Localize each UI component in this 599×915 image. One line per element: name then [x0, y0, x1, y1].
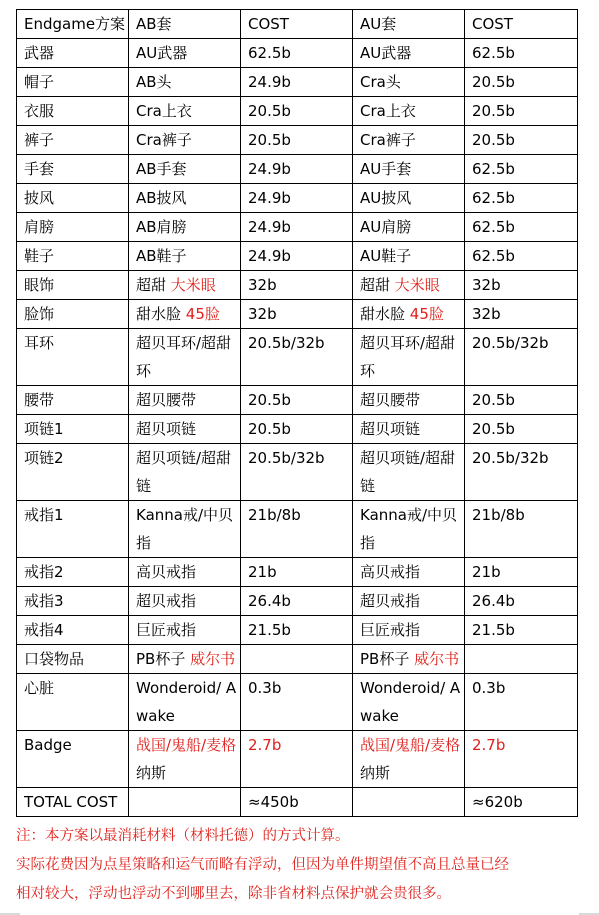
- ab-item-cell: [129, 184, 241, 213]
- au-cost-cell: [465, 616, 578, 645]
- cell-text: wake: [360, 707, 399, 725]
- cell-text: 62.5b: [248, 44, 291, 62]
- au-item-cell: [353, 68, 465, 97]
- cell-text: 超甜: [136, 276, 171, 294]
- au-cost-cell: [465, 97, 578, 126]
- cell-text: 武器: [24, 44, 55, 62]
- ab-item-cell: [129, 329, 241, 386]
- ab-item-cell: [129, 386, 241, 415]
- cell-text: 45脸: [185, 305, 220, 323]
- cell-text: 手套: [24, 160, 55, 178]
- au-cost-cell: [465, 300, 578, 329]
- cell-text: 21b: [472, 563, 501, 581]
- ab-cost-cell: [241, 731, 353, 788]
- cell-text: 衣服: [24, 102, 55, 120]
- cell-text: 戒指1: [24, 506, 64, 524]
- ab-cost-cell: [241, 97, 353, 126]
- ab-cost-cell: [241, 645, 353, 674]
- ab-cost-cell: [241, 788, 353, 817]
- slot-cell: [17, 587, 129, 616]
- ab-cost-cell: [241, 558, 353, 587]
- cell-text: 45脸: [409, 305, 444, 323]
- cell-text: 24.9b: [248, 189, 291, 207]
- au-item-cell: [353, 444, 465, 501]
- au-item-cell: [353, 645, 465, 674]
- cell-text: 20.5b/32b: [472, 334, 549, 352]
- cell-text: PB杯子: [360, 650, 415, 668]
- cell-text: 20.5b: [472, 102, 515, 120]
- ab-cost-cell: [241, 184, 353, 213]
- cell-text: 20.5b: [248, 131, 291, 149]
- table-row: [17, 184, 578, 213]
- au-item-cell: [353, 271, 465, 300]
- slot-cell: [17, 184, 129, 213]
- ab-cost-cell: [241, 242, 353, 271]
- cell-text: 24.9b: [248, 247, 291, 265]
- cell-text: 62.5b: [472, 247, 515, 265]
- ab-item-cell: [129, 39, 241, 68]
- cell-text: 甜水脸: [136, 305, 186, 323]
- slot-cell: [17, 674, 129, 731]
- endgame-cost-table: [16, 9, 578, 817]
- table-row: [17, 558, 578, 587]
- ab-cost-cell: [241, 329, 353, 386]
- cell-text: 32b: [472, 276, 501, 294]
- au-cost-cell: [465, 444, 578, 501]
- cell-text: 21.5b: [472, 621, 515, 639]
- cell-text: 巨匠戒指: [136, 621, 197, 639]
- table-row: [17, 68, 578, 97]
- slot-cell: [17, 616, 129, 645]
- au-item-cell: [353, 674, 465, 731]
- au-cost-cell: [465, 155, 578, 184]
- au-item-cell: [353, 300, 465, 329]
- table-row: [17, 39, 578, 68]
- ab-item-cell: [129, 501, 241, 558]
- cell-text: 21b: [248, 563, 277, 581]
- slot-cell: [17, 558, 129, 587]
- table-row: [17, 386, 578, 415]
- ab-cost-cell: [241, 415, 353, 444]
- cell-text: 20.5b/32b: [248, 449, 325, 467]
- cell-text: Badge: [24, 736, 72, 754]
- cell-text: 威尔书: [414, 650, 460, 668]
- ab-cost-cell: [241, 386, 353, 415]
- cell-text: AU鞋子: [360, 247, 412, 265]
- table-row: [17, 271, 578, 300]
- ab-item-cell: [129, 731, 241, 788]
- cell-text: AB鞋子: [136, 247, 187, 265]
- cell-text: 超贝戒指: [360, 592, 421, 610]
- cell-text: AB手套: [136, 160, 187, 178]
- cell-text: 超贝腰带: [360, 391, 421, 409]
- ab-cost-cell: [241, 674, 353, 731]
- au-cost-cell: [465, 329, 578, 386]
- cell-text: 战国/鬼船/麦格: [360, 736, 461, 754]
- cell-text: 超贝项链: [136, 420, 197, 438]
- slot-cell: [17, 415, 129, 444]
- cell-text: Cra裤子: [136, 131, 192, 149]
- cell-text: Cra上衣: [360, 102, 416, 120]
- cell-text: 项链1: [24, 420, 64, 438]
- cell-text: AU披风: [360, 189, 412, 207]
- ab-item-cell: [129, 788, 241, 817]
- cell-text: 0.3b: [472, 679, 506, 697]
- table-row: [17, 587, 578, 616]
- ab-cost-cell: [241, 213, 353, 242]
- cell-text: 巨匠戒指: [360, 621, 421, 639]
- header-cell-au-cost: COST: [465, 10, 578, 39]
- note-line: 注：本方案以最消耗材料（材料托德）的方式计算。: [16, 828, 350, 844]
- au-cost-cell: [465, 271, 578, 300]
- cell-text: 戒指2: [24, 563, 64, 581]
- au-cost-cell: [465, 558, 578, 587]
- ab-item-cell: [129, 271, 241, 300]
- slot-cell: [17, 213, 129, 242]
- ab-item-cell: [129, 415, 241, 444]
- cell-text: 62.5b: [472, 218, 515, 236]
- au-cost-cell: [465, 645, 578, 674]
- table-row: [17, 126, 578, 155]
- table-row: [17, 674, 578, 731]
- header-cell-au-set: AU套: [353, 10, 465, 39]
- au-cost-cell: [465, 242, 578, 271]
- cell-text: 鞋子: [24, 247, 55, 265]
- cell-text: 21b/8b: [248, 506, 301, 524]
- cell-text: 24.9b: [248, 73, 291, 91]
- cell-text: 链: [360, 477, 376, 495]
- cell-text: 0.3b: [248, 679, 282, 697]
- au-item-cell: [353, 587, 465, 616]
- cell-text: 威尔书: [190, 650, 236, 668]
- slot-cell: [17, 126, 129, 155]
- cell-text: 21.5b: [248, 621, 291, 639]
- cell-text: 高贝戒指: [360, 563, 421, 581]
- au-cost-cell: [465, 386, 578, 415]
- ab-item-cell: [129, 68, 241, 97]
- cell-text: 眼饰: [24, 276, 55, 294]
- table-row: [17, 444, 578, 501]
- cell-text: AB头: [136, 73, 172, 91]
- ab-item-cell: [129, 213, 241, 242]
- cell-text: Kanna戒/中贝: [136, 506, 234, 524]
- cell-text: 32b: [248, 276, 277, 294]
- slot-cell: [17, 68, 129, 97]
- header-cell-ab-cost: COST: [241, 10, 353, 39]
- au-item-cell: [353, 415, 465, 444]
- table-row: [17, 731, 578, 788]
- au-item-cell: [353, 97, 465, 126]
- ab-item-cell: [129, 242, 241, 271]
- ab-cost-cell: [241, 444, 353, 501]
- table-row: [17, 155, 578, 184]
- cell-text: 20.5b: [472, 131, 515, 149]
- header-cell-ab-set: AB套: [129, 10, 241, 39]
- cell-text: 超贝戒指: [136, 592, 197, 610]
- table-header-row: [17, 10, 578, 39]
- table-row: [17, 501, 578, 558]
- cell-text: Cra上衣: [136, 102, 192, 120]
- au-item-cell: [353, 386, 465, 415]
- cell-text: 戒指4: [24, 621, 64, 639]
- cell-text: 裤子: [24, 131, 55, 149]
- ab-item-cell: [129, 587, 241, 616]
- cell-text: AU手套: [360, 160, 412, 178]
- ab-item-cell: [129, 444, 241, 501]
- au-item-cell: [353, 616, 465, 645]
- cell-text: 超甜: [360, 276, 395, 294]
- header-cell-plan: Endgame方案: [17, 10, 129, 39]
- cell-text: 耳环: [24, 334, 55, 352]
- note-line: 相对较大，浮动也浮动不到哪里去，除非省材料点保护就会贵很多。: [16, 886, 451, 902]
- cell-text: 链: [136, 477, 152, 495]
- slot-cell: [17, 271, 129, 300]
- cell-text: AU肩膀: [360, 218, 412, 236]
- au-item-cell: [353, 213, 465, 242]
- cell-text: 纳斯: [136, 764, 167, 782]
- ab-cost-cell: [241, 300, 353, 329]
- slot-cell: [17, 645, 129, 674]
- cell-text: 超贝项链: [360, 420, 421, 438]
- ab-item-cell: [129, 616, 241, 645]
- table-row: [17, 213, 578, 242]
- ab-cost-cell: [241, 68, 353, 97]
- cell-text: 62.5b: [472, 160, 515, 178]
- au-cost-cell: [465, 415, 578, 444]
- cell-text: 甜水脸: [360, 305, 410, 323]
- cell-text: 战国/鬼船/麦格: [136, 736, 237, 754]
- ab-item-cell: [129, 126, 241, 155]
- cell-text: 项链2: [24, 449, 64, 467]
- cell-text: 指: [360, 534, 376, 552]
- cell-text: 62.5b: [472, 44, 515, 62]
- cell-text: 2.7b: [248, 736, 282, 754]
- ab-cost-cell: [241, 126, 353, 155]
- table-row: [17, 300, 578, 329]
- note-line: 实际花费因为点星策略和运气而略有浮动，但因为单件期望值不高且总量已经: [16, 857, 509, 873]
- cell-text: PB杯子: [136, 650, 191, 668]
- au-item-cell: [353, 126, 465, 155]
- ab-cost-cell: [241, 616, 353, 645]
- cell-text: 脸饰: [24, 305, 55, 323]
- cell-text: Kanna戒/中贝: [360, 506, 458, 524]
- ab-item-cell: [129, 645, 241, 674]
- au-cost-cell: [465, 126, 578, 155]
- ab-cost-cell: [241, 501, 353, 558]
- slot-cell: [17, 444, 129, 501]
- au-cost-cell: [465, 213, 578, 242]
- ab-item-cell: [129, 97, 241, 126]
- au-item-cell: [353, 155, 465, 184]
- cell-text: Wonderoid/ A: [136, 679, 237, 697]
- cell-text: 帽子: [24, 73, 55, 91]
- cell-text: 2.7b: [472, 736, 506, 754]
- ab-item-cell: [129, 155, 241, 184]
- ab-item-cell: [129, 674, 241, 731]
- cell-text: 20.5b/32b: [248, 334, 325, 352]
- table-row: [17, 415, 578, 444]
- cell-text: 24.9b: [248, 160, 291, 178]
- slot-cell: [17, 329, 129, 386]
- au-item-cell: [353, 242, 465, 271]
- slot-cell: [17, 501, 129, 558]
- cell-text: TOTAL COST: [24, 793, 118, 811]
- cell-text: 大米眼: [394, 276, 440, 294]
- cell-text: 口袋物品: [24, 650, 85, 668]
- au-cost-cell: [465, 39, 578, 68]
- au-cost-cell: [465, 587, 578, 616]
- cell-text: 20.5b: [472, 73, 515, 91]
- table-row: [17, 329, 578, 386]
- slot-cell: [17, 731, 129, 788]
- ab-item-cell: [129, 300, 241, 329]
- cell-text: 戒指3: [24, 592, 64, 610]
- cell-text: 20.5b: [472, 391, 515, 409]
- au-item-cell: [353, 788, 465, 817]
- cell-text: Cra头: [360, 73, 401, 91]
- slot-cell: [17, 386, 129, 415]
- cell-text: wake: [136, 707, 175, 725]
- au-item-cell: [353, 329, 465, 386]
- cell-text: 26.4b: [472, 592, 515, 610]
- cell-text: AU武器: [136, 44, 188, 62]
- cell-text: ≈620b: [472, 793, 523, 811]
- au-item-cell: [353, 39, 465, 68]
- au-cost-cell: [465, 731, 578, 788]
- cell-text: 环: [136, 362, 152, 380]
- slot-cell: [17, 300, 129, 329]
- ab-cost-cell: [241, 155, 353, 184]
- cell-text: 26.4b: [248, 592, 291, 610]
- cell-text: AB肩膀: [136, 218, 187, 236]
- au-cost-cell: [465, 674, 578, 731]
- cell-text: 24.9b: [248, 218, 291, 236]
- cell-text: 32b: [248, 305, 277, 323]
- cell-text: 环: [360, 362, 376, 380]
- table-row: [17, 242, 578, 271]
- cell-text: 20.5b: [248, 420, 291, 438]
- au-cost-cell: [465, 501, 578, 558]
- cell-text: 62.5b: [472, 189, 515, 207]
- au-item-cell: [353, 184, 465, 213]
- table-row: [17, 97, 578, 126]
- table-body: [17, 10, 578, 817]
- cell-text: 超贝腰带: [136, 391, 197, 409]
- cell-text: 20.5b: [248, 391, 291, 409]
- table-row: [17, 616, 578, 645]
- cell-text: 20.5b: [472, 420, 515, 438]
- slot-cell: [17, 155, 129, 184]
- cell-text: Cra裤子: [360, 131, 416, 149]
- au-item-cell: [353, 558, 465, 587]
- cell-text: 高贝戒指: [136, 563, 197, 581]
- notes-block: [16, 822, 586, 909]
- ab-item-cell: [129, 558, 241, 587]
- slot-cell: [17, 39, 129, 68]
- slot-cell: [17, 97, 129, 126]
- au-item-cell: [353, 731, 465, 788]
- slot-cell: [17, 788, 129, 817]
- cell-text: 超贝耳环/超甜: [360, 334, 456, 352]
- au-cost-cell: [465, 68, 578, 97]
- cell-text: 超贝项链/超甜: [360, 449, 456, 467]
- cell-text: 纳斯: [360, 764, 391, 782]
- cell-text: 20.5b/32b: [472, 449, 549, 467]
- cell-text: 披风: [24, 189, 55, 207]
- cell-text: 指: [136, 534, 152, 552]
- au-cost-cell: [465, 184, 578, 213]
- cell-text: 21b/8b: [472, 506, 525, 524]
- slot-cell: [17, 242, 129, 271]
- cell-text: 超贝项链/超甜: [136, 449, 232, 467]
- cell-text: ≈450b: [248, 793, 299, 811]
- cell-text: AB披风: [136, 189, 187, 207]
- cell-text: 32b: [472, 305, 501, 323]
- cell-text: Wonderoid/ A: [360, 679, 461, 697]
- cell-text: AU武器: [360, 44, 412, 62]
- table-row: [17, 788, 578, 817]
- cell-text: 超贝耳环/超甜: [136, 334, 232, 352]
- au-cost-cell: [465, 788, 578, 817]
- ab-cost-cell: [241, 39, 353, 68]
- ab-cost-cell: [241, 271, 353, 300]
- au-item-cell: [353, 501, 465, 558]
- cell-text: 肩膀: [24, 218, 55, 236]
- ab-cost-cell: [241, 587, 353, 616]
- table-row: [17, 645, 578, 674]
- cell-text: 腰带: [24, 391, 55, 409]
- cell-text: 心脏: [24, 679, 55, 697]
- cell-text: 大米眼: [170, 276, 216, 294]
- cell-text: 20.5b: [248, 102, 291, 120]
